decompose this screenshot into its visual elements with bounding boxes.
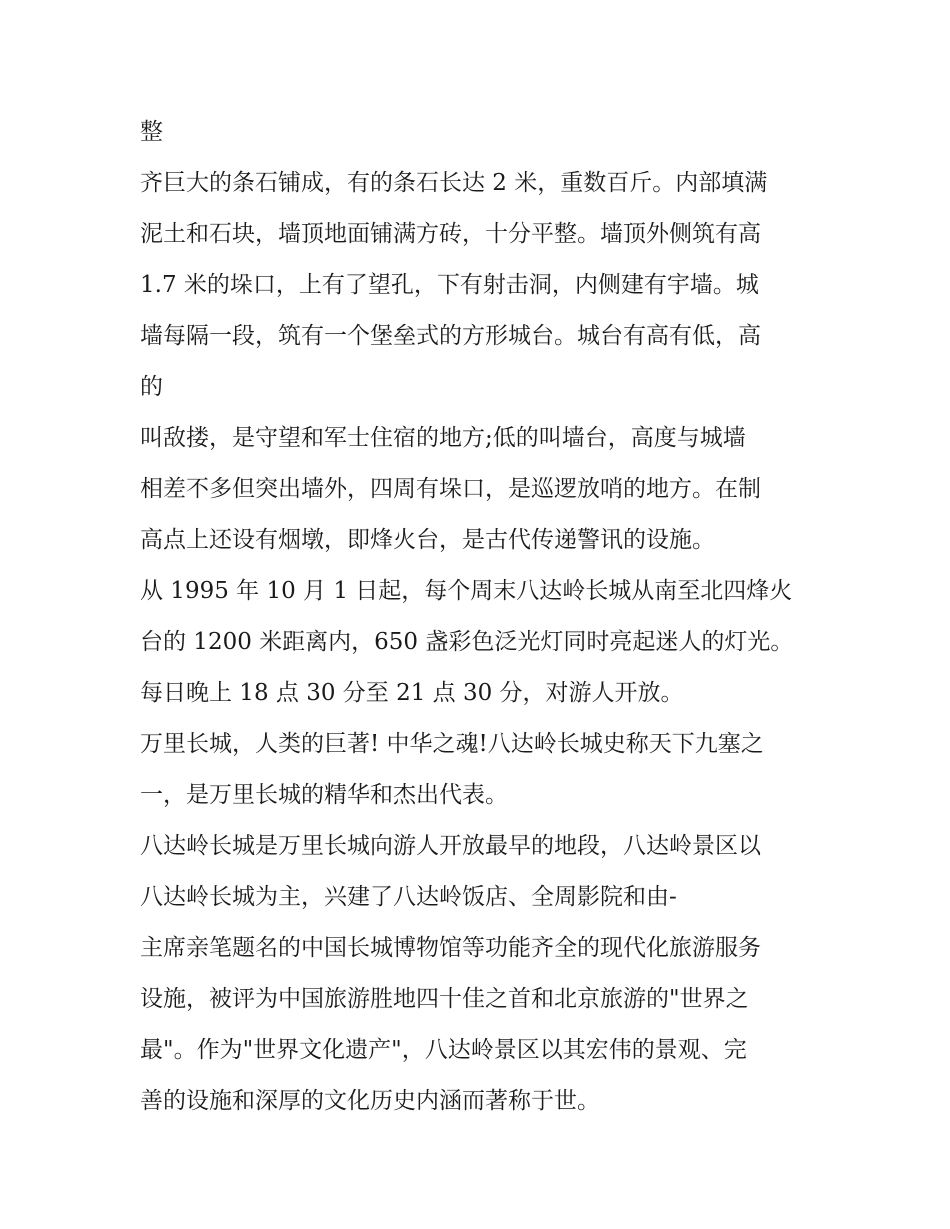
text-line: 相差不多但突出墙外，四周有垛口，是巡逻放哨的地方。在制 [140, 476, 761, 502]
text-line: 从 1995 年 10 月 1 日起，每个周末八达岭长城从南至北四烽火 [140, 578, 793, 604]
text-line: 八达岭长城为主，兴建了八达岭饭店、全周影院和由- [140, 884, 677, 910]
text-line: 一，是万里长城的精华和杰出代表。 [140, 782, 508, 808]
text-line: 最"。作为"世界文化遗产"，八达岭景区以其宏伟的景观、完 [140, 1037, 747, 1063]
text-line: 的 [140, 374, 163, 400]
text-line: 主席亲笔题名的中国长城博物馆等功能齐全的现代化旅游服务 [140, 935, 761, 961]
text-line: 每日晚上 18 点 30 分至 21 点 30 分，对游人开放。 [140, 680, 684, 706]
text-line: 叫敌搂，是守望和军士住宿的地方;低的叫墙台，高度与城墙 [140, 425, 746, 451]
text-line: 1.7 米的垛口，上有了望孔，下有射击洞，内侧建有宇墙。城 [140, 272, 759, 298]
text-line: 万里长城，人类的巨著! 中华之魂!八达岭长城史称天下九塞之 [140, 731, 764, 757]
text-line: 整 [140, 119, 163, 145]
text-line: 善的设施和深厚的文化历史内涵而著称于世。 [140, 1088, 600, 1114]
text-line: 齐巨大的条石铺成，有的条石长达 2 米，重数百斤。内部填满 [140, 170, 768, 196]
text-line: 设施，被评为中国旅游胜地四十佳之首和北京旅游的"世界之 [140, 986, 749, 1012]
text-line: 泥土和石块，墙顶地面铺满方砖，十分平整。墙顶外侧筑有高 [140, 221, 761, 247]
text-line: 台的 1200 米距离内，650 盏彩色泛光灯同时亮起迷人的灯光。 [140, 629, 794, 655]
text-line: 墙每隔一段，筑有一个堡垒式的方形城台。城台有高有低，高 [140, 323, 761, 349]
body-text [140, 107, 820, 1127]
text-line: 高点上还设有烟墩，即烽火台，是古代传递警讯的设施。 [140, 527, 715, 553]
text-line: 八达岭长城是万里长城向游人开放最早的地段，八达岭景区以 [140, 833, 761, 859]
